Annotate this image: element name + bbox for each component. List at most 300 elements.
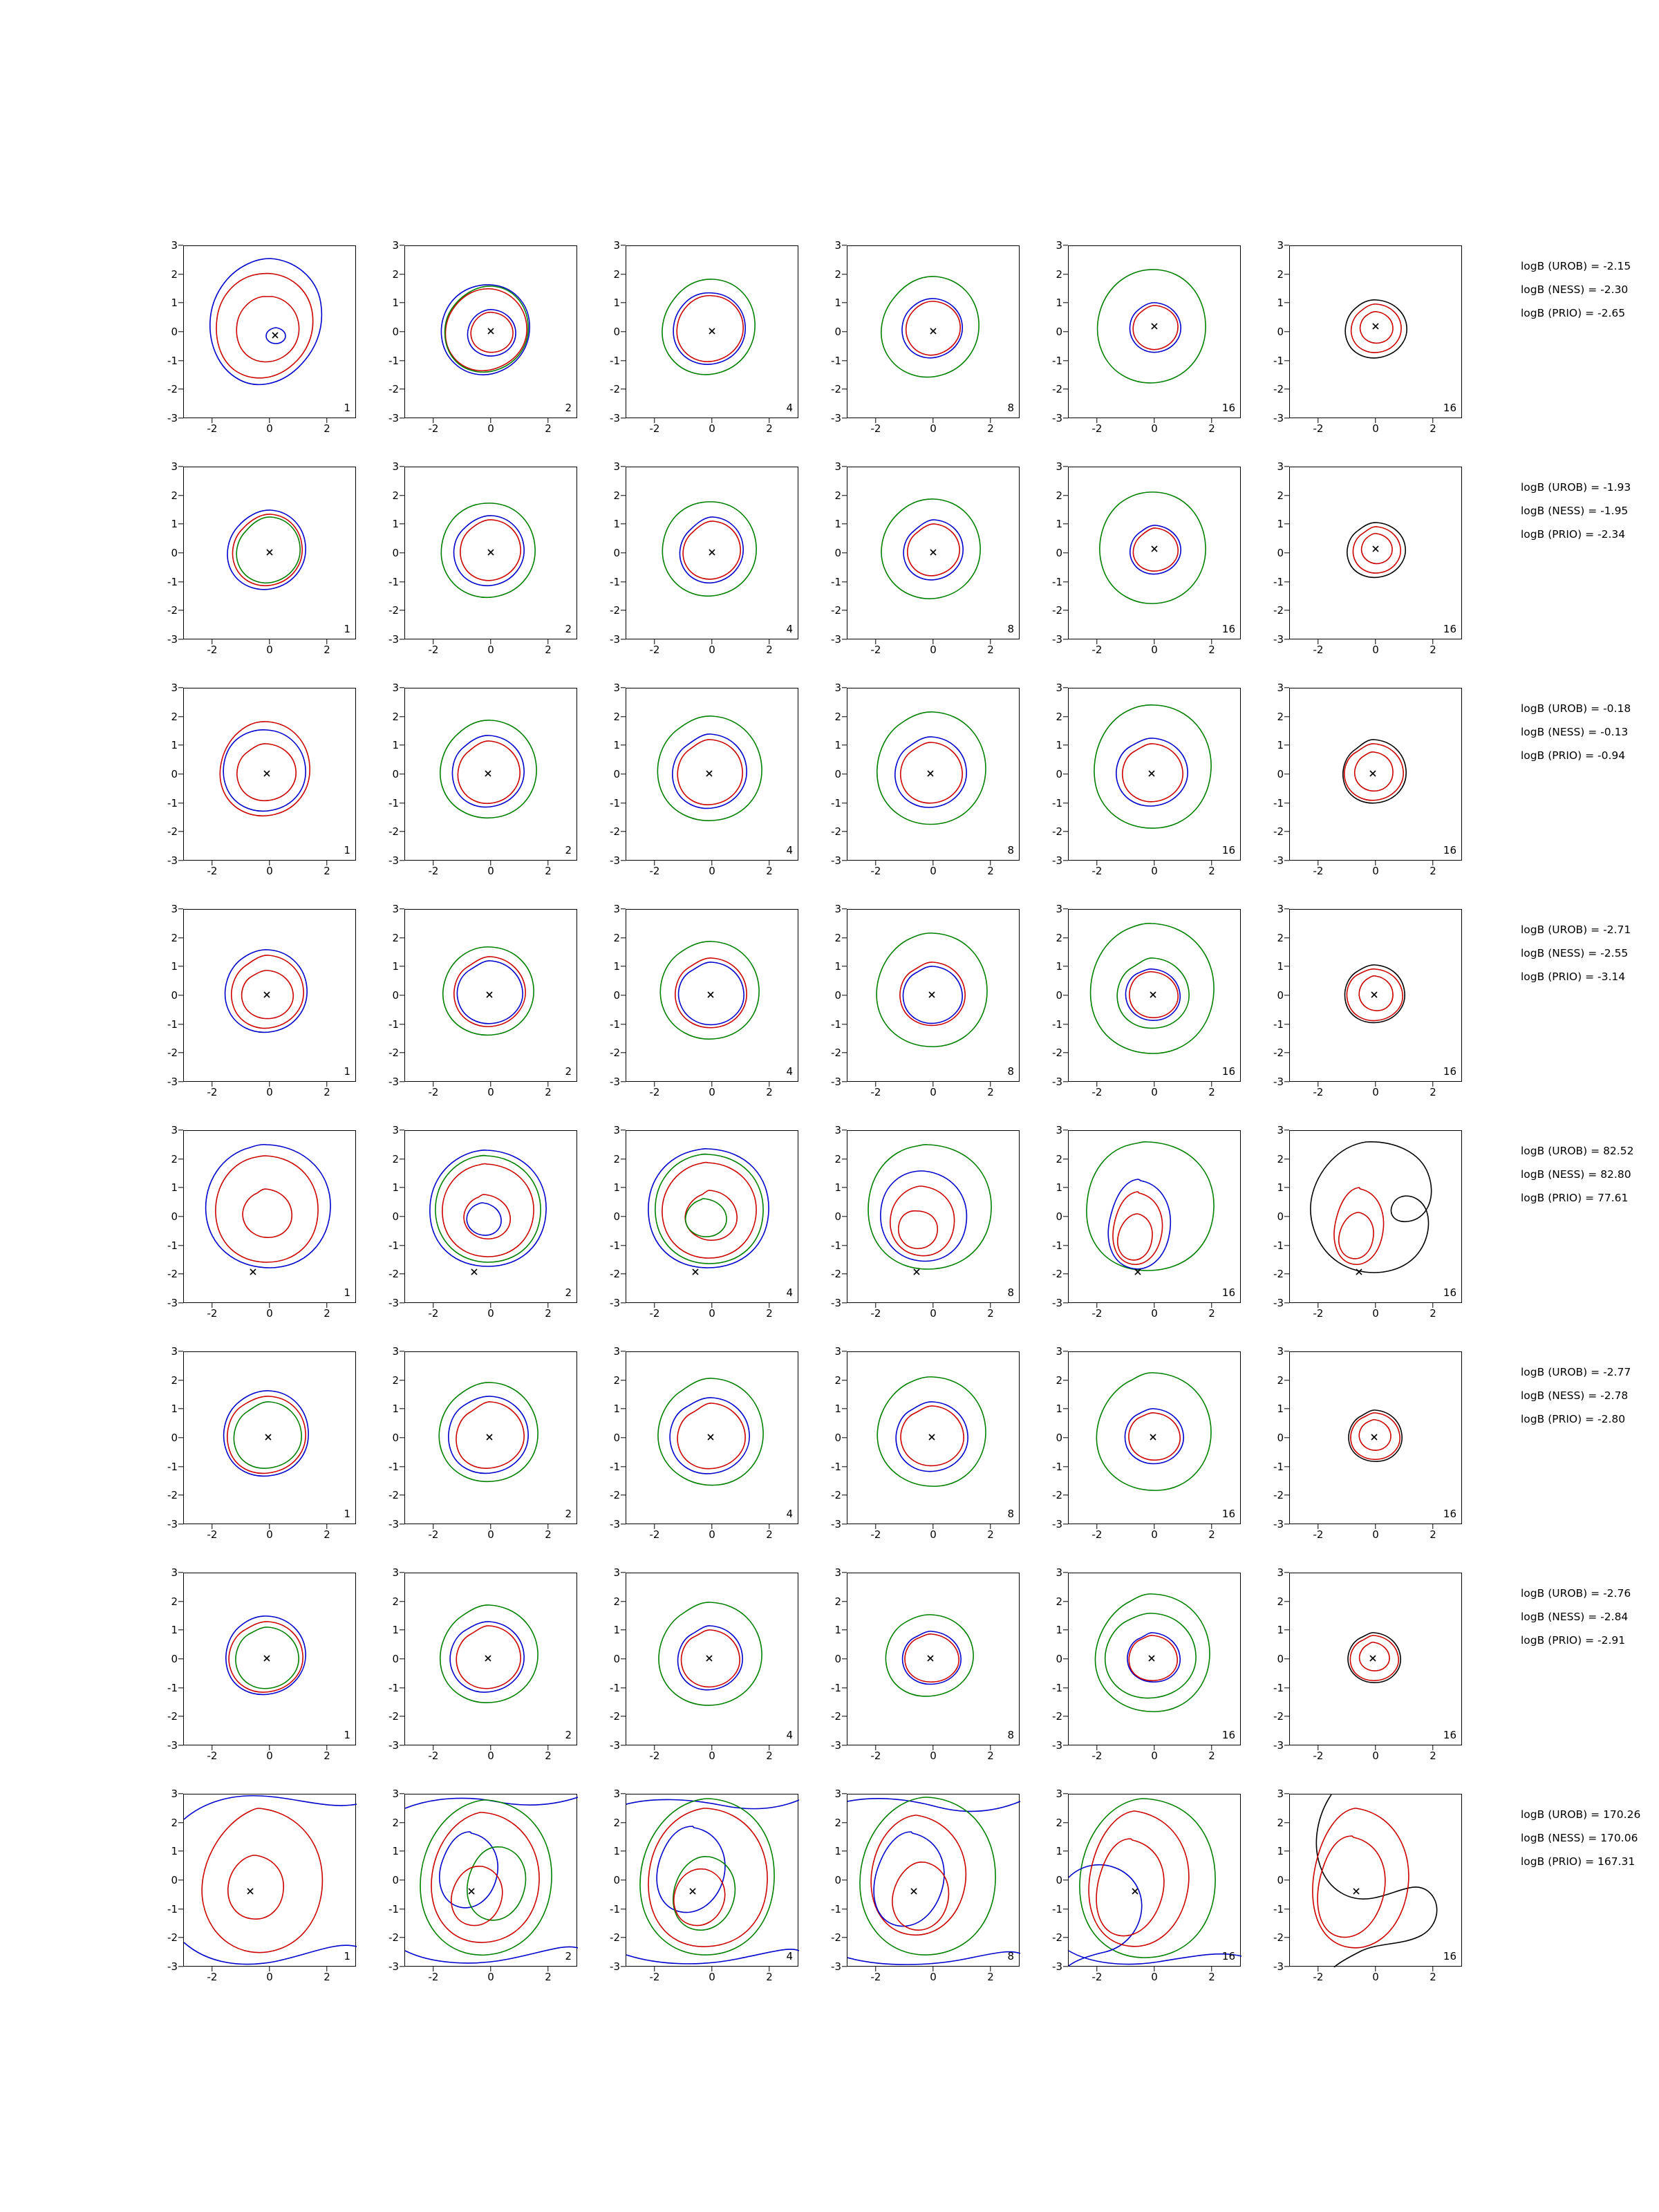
x-tick-label: -2 xyxy=(1091,1086,1103,1098)
y-tick-label: -1 xyxy=(388,355,399,367)
y-tick-label: -2 xyxy=(388,1710,399,1723)
y-tick-label: -2 xyxy=(1273,1268,1284,1280)
y-tick-label: -3 xyxy=(1273,1297,1284,1309)
contour-plot xyxy=(1069,688,1241,861)
y-tick-label: -3 xyxy=(1052,1297,1062,1309)
y-tick-label: -3 xyxy=(1273,412,1284,424)
y-tick-label: 3 xyxy=(613,460,620,473)
panel-label: 2 xyxy=(565,1950,572,1962)
contour-plot xyxy=(847,1352,1020,1525)
panel xyxy=(167,1124,356,1320)
contour-plot xyxy=(1290,1352,1463,1525)
contour-plot xyxy=(626,1794,799,1967)
contour-plot xyxy=(405,688,578,861)
x-tick-label: 2 xyxy=(324,1750,330,1762)
panel xyxy=(388,1124,577,1320)
x-tick-label: -2 xyxy=(1313,422,1324,435)
x-tick-label: 2 xyxy=(1208,1307,1215,1320)
contour-plot xyxy=(626,1131,799,1304)
logb-prio: logB (PRIO) = 77.61 xyxy=(1521,1192,1629,1204)
y-tick-label: 3 xyxy=(613,1124,620,1136)
y-tick-label: -1 xyxy=(1052,1682,1062,1694)
y-tick-label: -3 xyxy=(831,1518,841,1530)
y-tick-label: 1 xyxy=(1277,1845,1284,1857)
x-tick-label: 0 xyxy=(266,644,273,656)
panel xyxy=(167,1345,356,1541)
y-tick-label: -1 xyxy=(388,1239,399,1252)
x-tick-label: 0 xyxy=(1151,1528,1158,1541)
y-tick-label: 2 xyxy=(1277,1153,1284,1165)
y-tick-label: -1 xyxy=(1052,1018,1062,1031)
y-tick-label: -1 xyxy=(388,797,399,809)
x-tick-label: 0 xyxy=(709,422,715,435)
row-annotations xyxy=(1521,1803,1659,1873)
y-tick-label: -1 xyxy=(831,1903,841,1915)
y-tick-label: -1 xyxy=(388,1018,399,1031)
plot-area xyxy=(1068,1573,1241,1745)
plot-area xyxy=(183,1351,356,1524)
x-tick-label: 0 xyxy=(930,1971,937,1983)
y-tick-label: 2 xyxy=(392,1817,399,1829)
panel-row xyxy=(167,682,1456,909)
y-tick-label: 3 xyxy=(613,903,620,915)
y-tick-label: 2 xyxy=(1277,268,1284,281)
y-tick-label: 0 xyxy=(613,326,620,338)
x-tick-label: -2 xyxy=(1313,865,1324,877)
x-tick-label: 2 xyxy=(1208,644,1215,656)
panel-label: 16 xyxy=(1221,1950,1235,1962)
y-tick-label: -1 xyxy=(610,1903,620,1915)
logb-urob: logB (UROB) = -0.18 xyxy=(1521,702,1631,715)
y-tick-label: -1 xyxy=(610,797,620,809)
logb-urob: logB (UROB) = 82.52 xyxy=(1521,1145,1634,1157)
panel xyxy=(167,1566,356,1762)
x-tick-label: 0 xyxy=(487,865,494,877)
contour-plot xyxy=(1069,1131,1241,1304)
y-tick-label: 3 xyxy=(171,1566,178,1579)
y-tick-label: 1 xyxy=(834,1845,841,1857)
x-tick-label: 2 xyxy=(1208,1971,1215,1983)
x-tick-label: -2 xyxy=(207,865,218,877)
y-tick-label: 3 xyxy=(392,460,399,473)
y-tick-label: 0 xyxy=(1056,768,1062,780)
y-tick-label: -1 xyxy=(388,1903,399,1915)
contour-plot xyxy=(1069,910,1241,1082)
x-tick-label: 2 xyxy=(545,1307,552,1320)
panel-label: 1 xyxy=(344,1065,350,1078)
panel xyxy=(1052,1788,1241,1983)
y-tick-label: 2 xyxy=(834,1374,841,1387)
y-tick-label: -1 xyxy=(831,1239,841,1252)
y-tick-label: 3 xyxy=(1277,1788,1284,1800)
y-tick-label: -1 xyxy=(167,355,178,367)
y-tick-label: 3 xyxy=(1277,460,1284,473)
plot-area xyxy=(1068,688,1241,861)
y-tick-label: 3 xyxy=(834,1566,841,1579)
y-tick-label: 2 xyxy=(613,1153,620,1165)
y-tick-label: 3 xyxy=(392,682,399,694)
plot-area xyxy=(847,909,1020,1082)
x-tick-label: -2 xyxy=(428,1528,439,1541)
y-tick-label: -2 xyxy=(167,383,178,395)
x-tick-label: 0 xyxy=(1372,865,1379,877)
y-tick-label: 3 xyxy=(171,1788,178,1800)
panel xyxy=(831,1788,1020,1983)
y-tick-label: -3 xyxy=(610,854,620,867)
panel xyxy=(831,1566,1020,1762)
x-tick-label: 0 xyxy=(266,1307,273,1320)
panel xyxy=(831,1345,1020,1541)
x-tick-label: -2 xyxy=(207,422,218,435)
panel-label: 2 xyxy=(565,844,572,856)
y-tick-label: 3 xyxy=(1277,1566,1284,1579)
y-tick-label: 1 xyxy=(834,518,841,530)
x-tick-label: -2 xyxy=(1091,865,1103,877)
plot-area xyxy=(183,909,356,1082)
panel-label: 2 xyxy=(565,402,572,414)
y-tick-label: 3 xyxy=(1056,460,1062,473)
y-tick-label: 3 xyxy=(171,460,178,473)
y-tick-label: -2 xyxy=(167,604,178,617)
y-tick-label: 2 xyxy=(1056,1817,1062,1829)
y-tick-label: 0 xyxy=(613,1432,620,1444)
y-tick-label: -3 xyxy=(831,1076,841,1088)
plot-area xyxy=(626,1573,798,1745)
y-tick-label: 3 xyxy=(834,903,841,915)
y-tick-label: -1 xyxy=(610,1682,620,1694)
x-tick-label: -2 xyxy=(870,1307,881,1320)
panel xyxy=(610,1566,798,1762)
logb-ness: logB (NESS) = -2.78 xyxy=(1521,1389,1629,1402)
y-tick-label: -1 xyxy=(388,576,399,588)
y-tick-label: 1 xyxy=(392,1845,399,1857)
panel-label: 8 xyxy=(1007,844,1014,856)
x-tick-label: 0 xyxy=(1151,1971,1158,1983)
panel-label: 8 xyxy=(1007,623,1014,635)
y-tick-label: -2 xyxy=(1052,1710,1062,1723)
panel-label: 4 xyxy=(786,623,793,635)
x-tick-label: 0 xyxy=(266,1086,273,1098)
plot-area xyxy=(404,245,577,418)
x-tick-label: -2 xyxy=(428,422,439,435)
x-tick-label: -2 xyxy=(1313,1750,1324,1762)
panel-label: 4 xyxy=(786,1508,793,1520)
panel xyxy=(1052,903,1241,1098)
y-tick-label: 3 xyxy=(1056,1345,1062,1358)
panel xyxy=(831,460,1020,656)
y-tick-label: -2 xyxy=(167,825,178,838)
y-tick-label: -2 xyxy=(1273,383,1284,395)
y-tick-label: 2 xyxy=(1277,1595,1284,1608)
panel xyxy=(388,1566,577,1762)
y-tick-label: 2 xyxy=(171,1595,178,1608)
y-tick-label: -3 xyxy=(831,854,841,867)
x-tick-label: 0 xyxy=(487,1528,494,1541)
logb-urob: logB (UROB) = -1.93 xyxy=(1521,481,1631,494)
y-tick-label: 1 xyxy=(1277,739,1284,751)
panel-label: 16 xyxy=(1443,402,1456,414)
plot-area xyxy=(1289,467,1462,639)
y-tick-label: -1 xyxy=(1273,576,1284,588)
y-tick-label: -1 xyxy=(831,1682,841,1694)
logb-prio: logB (PRIO) = -3.14 xyxy=(1521,971,1626,983)
y-tick-label: -2 xyxy=(831,1047,841,1059)
panel xyxy=(1273,903,1462,1098)
panel xyxy=(167,903,356,1098)
x-tick-label: -2 xyxy=(1091,1971,1103,1983)
y-tick-label: 1 xyxy=(1277,1624,1284,1636)
y-tick-label: 1 xyxy=(171,960,178,973)
y-tick-label: -1 xyxy=(831,797,841,809)
y-tick-label: -3 xyxy=(610,1960,620,1973)
x-tick-label: -2 xyxy=(649,1307,660,1320)
x-tick-label: 2 xyxy=(766,1971,773,1983)
panel-label: 4 xyxy=(786,844,793,856)
y-tick-label: -1 xyxy=(1052,355,1062,367)
x-tick-label: 0 xyxy=(1372,644,1379,656)
y-tick-label: -2 xyxy=(1273,1489,1284,1501)
y-tick-label: 3 xyxy=(613,682,620,694)
y-tick-label: 2 xyxy=(171,932,178,944)
x-tick-label: 2 xyxy=(1430,1307,1436,1320)
x-tick-label: 0 xyxy=(1151,644,1158,656)
y-tick-label: -1 xyxy=(388,1682,399,1694)
plot-area xyxy=(404,1794,577,1967)
contour-plot xyxy=(847,1131,1020,1304)
panel-row xyxy=(167,460,1456,688)
panel xyxy=(610,1345,798,1541)
x-tick-label: 2 xyxy=(1430,422,1436,435)
y-tick-label: -2 xyxy=(610,383,620,395)
contour-plot xyxy=(184,1573,357,1746)
contour-plot xyxy=(184,1352,357,1525)
y-tick-label: 1 xyxy=(1056,518,1062,530)
y-tick-label: -1 xyxy=(1273,1239,1284,1252)
y-tick-label: -3 xyxy=(610,412,620,424)
y-tick-label: 2 xyxy=(613,1595,620,1608)
plot-area xyxy=(1068,1351,1241,1524)
contour-plot xyxy=(847,688,1020,861)
y-tick-label: -2 xyxy=(388,1931,399,1944)
x-tick-label: -2 xyxy=(649,1528,660,1541)
y-tick-label: -2 xyxy=(1273,825,1284,838)
y-tick-label: 2 xyxy=(171,1374,178,1387)
y-tick-label: 2 xyxy=(1056,1153,1062,1165)
x-tick-label: -2 xyxy=(870,644,881,656)
y-tick-label: 3 xyxy=(613,1788,620,1800)
x-tick-label: 0 xyxy=(266,865,273,877)
plot-area xyxy=(626,688,798,861)
plot-area xyxy=(183,245,356,418)
y-tick-label: 0 xyxy=(1056,989,1062,1002)
y-tick-label: -3 xyxy=(610,1297,620,1309)
y-tick-label: -3 xyxy=(167,412,178,424)
plot-area xyxy=(183,1573,356,1745)
contour-plot xyxy=(405,1131,578,1304)
y-tick-label: -3 xyxy=(831,633,841,646)
panel xyxy=(1052,460,1241,656)
y-tick-label: -1 xyxy=(610,1239,620,1252)
y-tick-label: 1 xyxy=(1277,1181,1284,1194)
y-tick-label: -3 xyxy=(388,1297,399,1309)
y-tick-label: 1 xyxy=(392,1624,399,1636)
plot-area xyxy=(847,1573,1020,1745)
contour-plot xyxy=(1069,1573,1241,1746)
y-tick-label: 3 xyxy=(171,1345,178,1358)
x-tick-label: 0 xyxy=(1151,1086,1158,1098)
plot-area xyxy=(404,1573,577,1745)
contour-plot xyxy=(626,467,799,640)
x-tick-label: -2 xyxy=(428,1971,439,1983)
y-tick-label: -2 xyxy=(831,1931,841,1944)
logb-ness: logB (NESS) = -0.13 xyxy=(1521,726,1629,738)
panel-label: 1 xyxy=(344,402,350,414)
y-tick-label: 0 xyxy=(392,768,399,780)
y-tick-label: -1 xyxy=(1273,1682,1284,1694)
plot-area xyxy=(183,688,356,861)
y-tick-label: 0 xyxy=(1056,1432,1062,1444)
logb-ness: logB (NESS) = -2.84 xyxy=(1521,1611,1629,1623)
x-tick-label: 2 xyxy=(1208,1086,1215,1098)
panel-label: 4 xyxy=(786,402,793,414)
y-tick-label: 1 xyxy=(1277,1403,1284,1415)
x-tick-label: -2 xyxy=(428,1750,439,1762)
y-tick-label: 2 xyxy=(834,932,841,944)
contour-plot xyxy=(184,1131,357,1304)
y-tick-label: 0 xyxy=(834,1653,841,1665)
y-tick-label: -3 xyxy=(831,1739,841,1752)
logb-urob: logB (UROB) = -2.76 xyxy=(1521,1587,1631,1600)
x-tick-label: 0 xyxy=(487,1750,494,1762)
y-tick-label: 3 xyxy=(171,682,178,694)
panel-label: 16 xyxy=(1443,1729,1456,1741)
y-tick-label: -2 xyxy=(831,1489,841,1501)
y-tick-label: 2 xyxy=(834,1153,841,1165)
y-tick-label: -2 xyxy=(167,1931,178,1944)
x-tick-label: 0 xyxy=(709,1750,715,1762)
y-tick-label: 1 xyxy=(834,739,841,751)
x-tick-label: -2 xyxy=(1091,1528,1103,1541)
y-tick-label: 2 xyxy=(613,268,620,281)
x-tick-label: 2 xyxy=(1430,865,1436,877)
y-tick-label: 2 xyxy=(171,1153,178,1165)
panel-label: 16 xyxy=(1443,1508,1456,1520)
logb-prio: logB (PRIO) = -2.80 xyxy=(1521,1413,1626,1425)
y-tick-label: 1 xyxy=(1056,1845,1062,1857)
x-tick-label: 2 xyxy=(1430,1086,1436,1098)
contour-plot xyxy=(626,1352,799,1525)
y-tick-label: 2 xyxy=(1056,1595,1062,1608)
x-tick-label: -2 xyxy=(207,1086,218,1098)
panel-row xyxy=(167,1566,1456,1794)
y-tick-label: 2 xyxy=(834,489,841,502)
plot-area xyxy=(183,1794,356,1967)
y-tick-label: -3 xyxy=(1273,1739,1284,1752)
y-tick-label: 0 xyxy=(613,768,620,780)
y-tick-label: -1 xyxy=(167,1018,178,1031)
y-tick-label: 0 xyxy=(834,326,841,338)
y-tick-label: -1 xyxy=(831,1461,841,1473)
x-tick-label: 0 xyxy=(1372,1971,1379,1983)
y-tick-label: -3 xyxy=(388,412,399,424)
row-annotations xyxy=(1521,1360,1659,1431)
y-tick-label: 0 xyxy=(171,1210,178,1223)
y-tick-label: 2 xyxy=(392,268,399,281)
logb-ness: logB (NESS) = 82.80 xyxy=(1521,1168,1631,1181)
panel xyxy=(388,460,577,656)
y-tick-label: -2 xyxy=(831,1710,841,1723)
logb-urob: logB (UROB) = 170.26 xyxy=(1521,1808,1641,1821)
y-tick-label: -1 xyxy=(610,1018,620,1031)
y-tick-label: 0 xyxy=(1277,547,1284,559)
logb-urob: logB (UROB) = -2.71 xyxy=(1521,924,1631,936)
y-tick-label: -1 xyxy=(831,1018,841,1031)
y-tick-label: 0 xyxy=(834,547,841,559)
y-tick-label: -2 xyxy=(1052,383,1062,395)
y-tick-label: -2 xyxy=(167,1047,178,1059)
y-tick-label: -2 xyxy=(831,604,841,617)
y-tick-label: -1 xyxy=(167,1461,178,1473)
x-tick-label: 0 xyxy=(266,422,273,435)
x-tick-label: 2 xyxy=(766,1086,773,1098)
x-tick-label: -2 xyxy=(870,422,881,435)
x-tick-label: 2 xyxy=(766,1750,773,1762)
y-tick-label: -2 xyxy=(167,1268,178,1280)
x-tick-label: 2 xyxy=(545,1528,552,1541)
x-tick-label: 2 xyxy=(766,422,773,435)
logb-prio: logB (PRIO) = 167.31 xyxy=(1521,1855,1635,1868)
y-tick-label: 0 xyxy=(834,989,841,1002)
contour-plot xyxy=(405,1352,578,1525)
y-tick-label: 0 xyxy=(392,547,399,559)
y-tick-label: 0 xyxy=(1277,1432,1284,1444)
y-tick-label: -3 xyxy=(167,1076,178,1088)
y-tick-label: 2 xyxy=(613,1817,620,1829)
y-tick-label: -2 xyxy=(831,383,841,395)
y-tick-label: -1 xyxy=(167,1239,178,1252)
y-tick-label: 3 xyxy=(1056,682,1062,694)
x-tick-label: 0 xyxy=(930,1528,937,1541)
y-tick-label: -3 xyxy=(610,1076,620,1088)
y-tick-label: -1 xyxy=(1052,1903,1062,1915)
plot-area xyxy=(1289,1573,1462,1745)
row-annotations xyxy=(1521,1582,1659,1652)
x-tick-label: -2 xyxy=(1313,644,1324,656)
row-annotations xyxy=(1521,1139,1659,1210)
y-tick-label: 1 xyxy=(1056,960,1062,973)
y-tick-label: 1 xyxy=(613,1181,620,1194)
y-tick-label: 0 xyxy=(171,326,178,338)
contour-plot xyxy=(1290,688,1463,861)
y-tick-label: -2 xyxy=(388,383,399,395)
contour-plot xyxy=(626,910,799,1082)
plot-area xyxy=(847,467,1020,639)
y-tick-label: -2 xyxy=(831,1268,841,1280)
y-tick-label: 1 xyxy=(613,960,620,973)
x-tick-label: -2 xyxy=(1091,1750,1103,1762)
y-tick-label: 2 xyxy=(1056,1374,1062,1387)
y-tick-label: 0 xyxy=(392,1874,399,1886)
y-tick-label: -3 xyxy=(167,1739,178,1752)
y-tick-label: -3 xyxy=(1052,1518,1062,1530)
y-tick-label: 0 xyxy=(392,1432,399,1444)
y-tick-label: 0 xyxy=(1277,1874,1284,1886)
y-tick-label: -2 xyxy=(1273,1710,1284,1723)
panel xyxy=(1273,1788,1462,1983)
y-tick-label: 0 xyxy=(1277,768,1284,780)
x-tick-label: -2 xyxy=(1091,422,1103,435)
panel xyxy=(1052,239,1241,435)
